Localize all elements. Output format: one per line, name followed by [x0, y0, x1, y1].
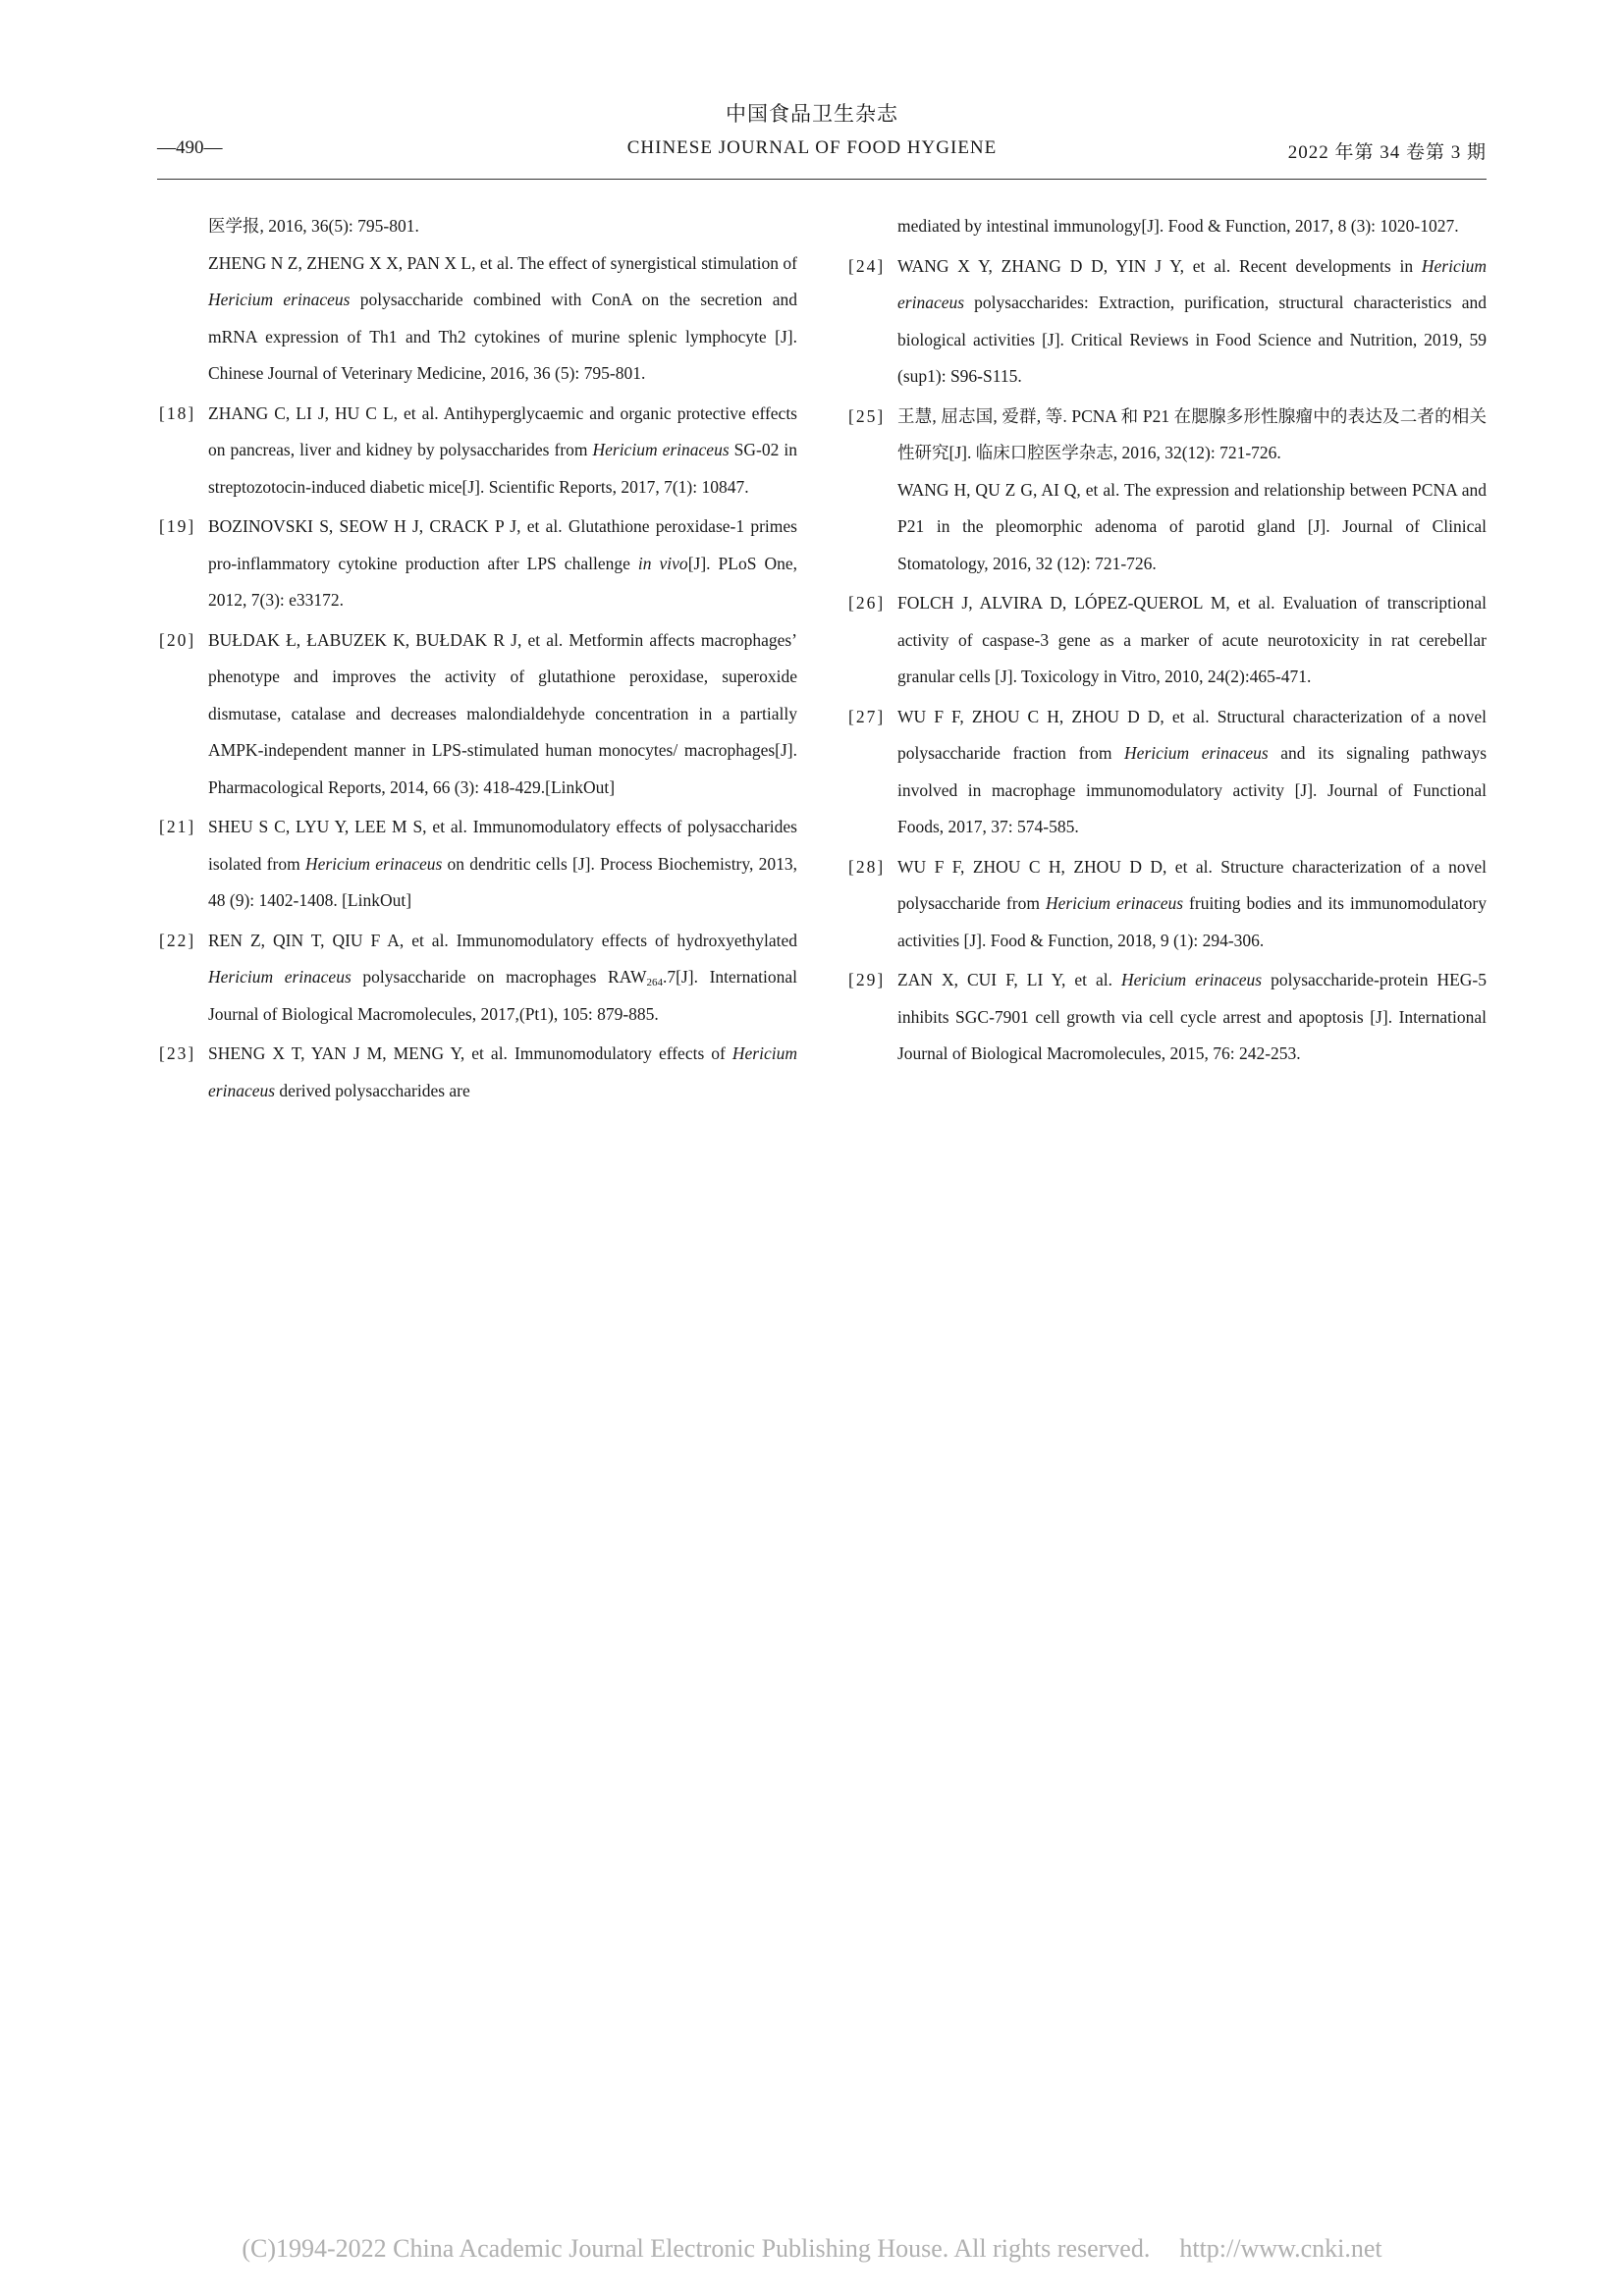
ref-text: BOZINOVSKI S, SEOW H J, CRACK P J, et al. Glutathione peroxidase-1 primes pro-inflammatory cytokine production after LPS challenge in vivo[J]. PLoS One, 2012, 7(3): e33172.	[208, 516, 798, 610]
ref-text: ZAN X, CUI F, LI Y, et al. Hericium erinaceus polysaccharide-protein HEG-5 inhibits SGC-7901 cell growth via cell cycle arrest and apoptosis [J]. International Journal of Biological Macromolecules, 2015, 76: 242-253.	[897, 970, 1487, 1063]
ref-text: WANG X Y, ZHANG D D, YIN J Y, et al. Recent developments in Hericium erinaceus polysaccharides: Extraction, purification, structural characteristics and biological activities [J]. Critical Reviews in Food Science and Nutrition, 2019, 59 (sup1): S96-S115.	[897, 255, 1487, 386]
reference-27	[848, 699, 1487, 846]
ref-text-cn: 王慧, 屈志国, 爱群, 等. PCNA 和 P21 在腮腺多形性腺瘤中的表达及二者的相关性研究[J]. 临床口腔医学杂志, 2016, 32(12): 721-726.	[897, 405, 1487, 462]
ref-17-translation: ZHENG N Z, ZHENG X X, PAN X L, et al. The effect of synergistical stimulation of Hericium erinaceus polysaccharide combined with ConA on the secretion and mRNA expression of Th1 and Th2 cytokines of murine splenic lymphocyte [J]. Chinese Journal of Veterinary Medicine, 2016, 36 (5): 795-801.	[208, 252, 797, 383]
ref-text: WU F F, ZHOU C H, ZHOU D D, et al. Structural characterization of a novel polysaccharide fraction from Hericium erinaceus and its signaling pathways involved in macrophage immunomodulatory activity [J]. Journal of Functional Foods, 2017, 37: 574-585.	[897, 706, 1487, 836]
ref-text: REN Z, QIN T, QIU F A, et al. Immunomodulatory effects of hydroxyethylated Hericium erinaceus polysaccharide on macrophages $RAW_{264}.7[J]$. International Journal of Biological Macromolecules, 2017,(Pt1), 105: 879-885.	[208, 930, 797, 1024]
ref-number: [28]	[848, 856, 886, 877]
ref-number: [20]	[159, 629, 196, 650]
ref-17-cn-tail: 医学报, 2016, 36(5): 795-801.	[208, 216, 419, 236]
ref-text: SHEU S C, LYU Y, LEE M S, et al. Immunomodulatory effects of polysaccharides isolated from Hericium erinaceus on dendritic cells [J]. Process Biochemistry, 2013, 48 (9): 1402-1408. [LinkOut]	[208, 817, 797, 910]
ref-number: [24]	[848, 255, 886, 276]
copyright-text: (C)1994-2022 China Academic Journal Electronic Publishing House. All rights reserved.	[242, 2234, 1151, 2263]
ref-text: ZHANG C, LI J, HU C L, et al. Antihyperglycaemic and organic protective effects on pancreas, liver and kidney by polysaccharides from Hericium erinaceus SG-02 in streptozotocin-induced diabetic mice[J]. Scientific Reports, 2017, 7(1): 10847.	[208, 402, 797, 497]
page-number: —490—	[157, 137, 223, 158]
ref-text: FOLCH J, ALVIRA D, LÓPEZ-QUEROL M, et al. Evaluation of transcriptional activity of caspase-3 gene as a marker of acute neurotoxicity in rat cerebellar granular cells [J]. Toxicology in Vitro, 2010, 24(2):465-471.	[897, 593, 1487, 686]
reference-17-continuation	[159, 208, 797, 393]
reference-29	[848, 962, 1487, 1073]
header-rule	[157, 179, 1487, 180]
ref-number: [21]	[159, 817, 196, 836]
ref-text-translation: WANG H, QU Z G, AI Q, et al. The expression and relationship between PCNA and P21 in the pleomorphic adenoma of parotid gland [J]. Journal of Clinical Stomatology, 2016, 32 (12): 721-726.	[897, 479, 1487, 573]
ref-text: WU F F, ZHOU C H, ZHOU D D, et al. Structure characterization of a novel polysaccharide from Hericium erinaceus fruiting bodies and its immunomodulatory activities [J]. Food & Function, 2018, 9 (1): 294-306.	[897, 856, 1487, 950]
ref-number: [23]	[159, 1043, 196, 1063]
ref-number: [29]	[848, 970, 886, 989]
cnki-url[interactable]: http://www.cnki.net	[1179, 2234, 1382, 2263]
ref-number: [19]	[159, 516, 196, 536]
reference-26	[848, 585, 1487, 696]
ref-number: [22]	[159, 930, 196, 950]
ref-number: [18]	[159, 402, 196, 423]
reference-18	[159, 396, 797, 507]
reference-23-continuation	[848, 208, 1487, 245]
ref-text: BUŁDAK Ł, ŁABUZEK K, BUŁDAK R J, et al. Metformin affects macrophages’ phenotype and improves the activity of glutathione peroxidase, superoxide dismutase, catalase and decreases malondialdehyde concentration in a partially AMPK-independent manner in LPS-stimulated human monocytes/ macrophages[J]. Pharmacological Reports, 2014, 66 (3): 418-429.[LinkOut]	[208, 629, 797, 797]
journal-title-cn: 中国食品卫生杂志	[726, 102, 898, 126]
ref-23-tail: mediated by intestinal immunology[J]. Food & Function, 2017, 8 (3): 1020-1027.	[897, 216, 1459, 236]
reference-28	[848, 849, 1487, 960]
journal-title-en: CHINESE JOURNAL OF FOOD HYGIENE	[626, 137, 998, 158]
reference-20	[159, 622, 797, 807]
reference-19	[159, 508, 797, 619]
reference-21	[159, 809, 797, 920]
reference-24	[848, 248, 1487, 396]
reference-22	[159, 923, 797, 1034]
copyright-footer	[0, 2234, 1624, 2264]
right-column	[848, 208, 1487, 1076]
ref-number: [26]	[848, 593, 886, 613]
reference-25	[848, 399, 1487, 583]
ref-number: [27]	[848, 706, 886, 726]
left-column	[159, 208, 797, 1112]
ref-number: [25]	[848, 405, 886, 426]
issue-info: 2022 年第 34 卷第 3 期	[1287, 142, 1487, 163]
reference-23	[159, 1036, 797, 1109]
ref-text: SHENG X T, YAN J M, MENG Y, et al. Immunomodulatory effects of Hericium erinaceus derived polysaccharides are	[208, 1043, 797, 1100]
